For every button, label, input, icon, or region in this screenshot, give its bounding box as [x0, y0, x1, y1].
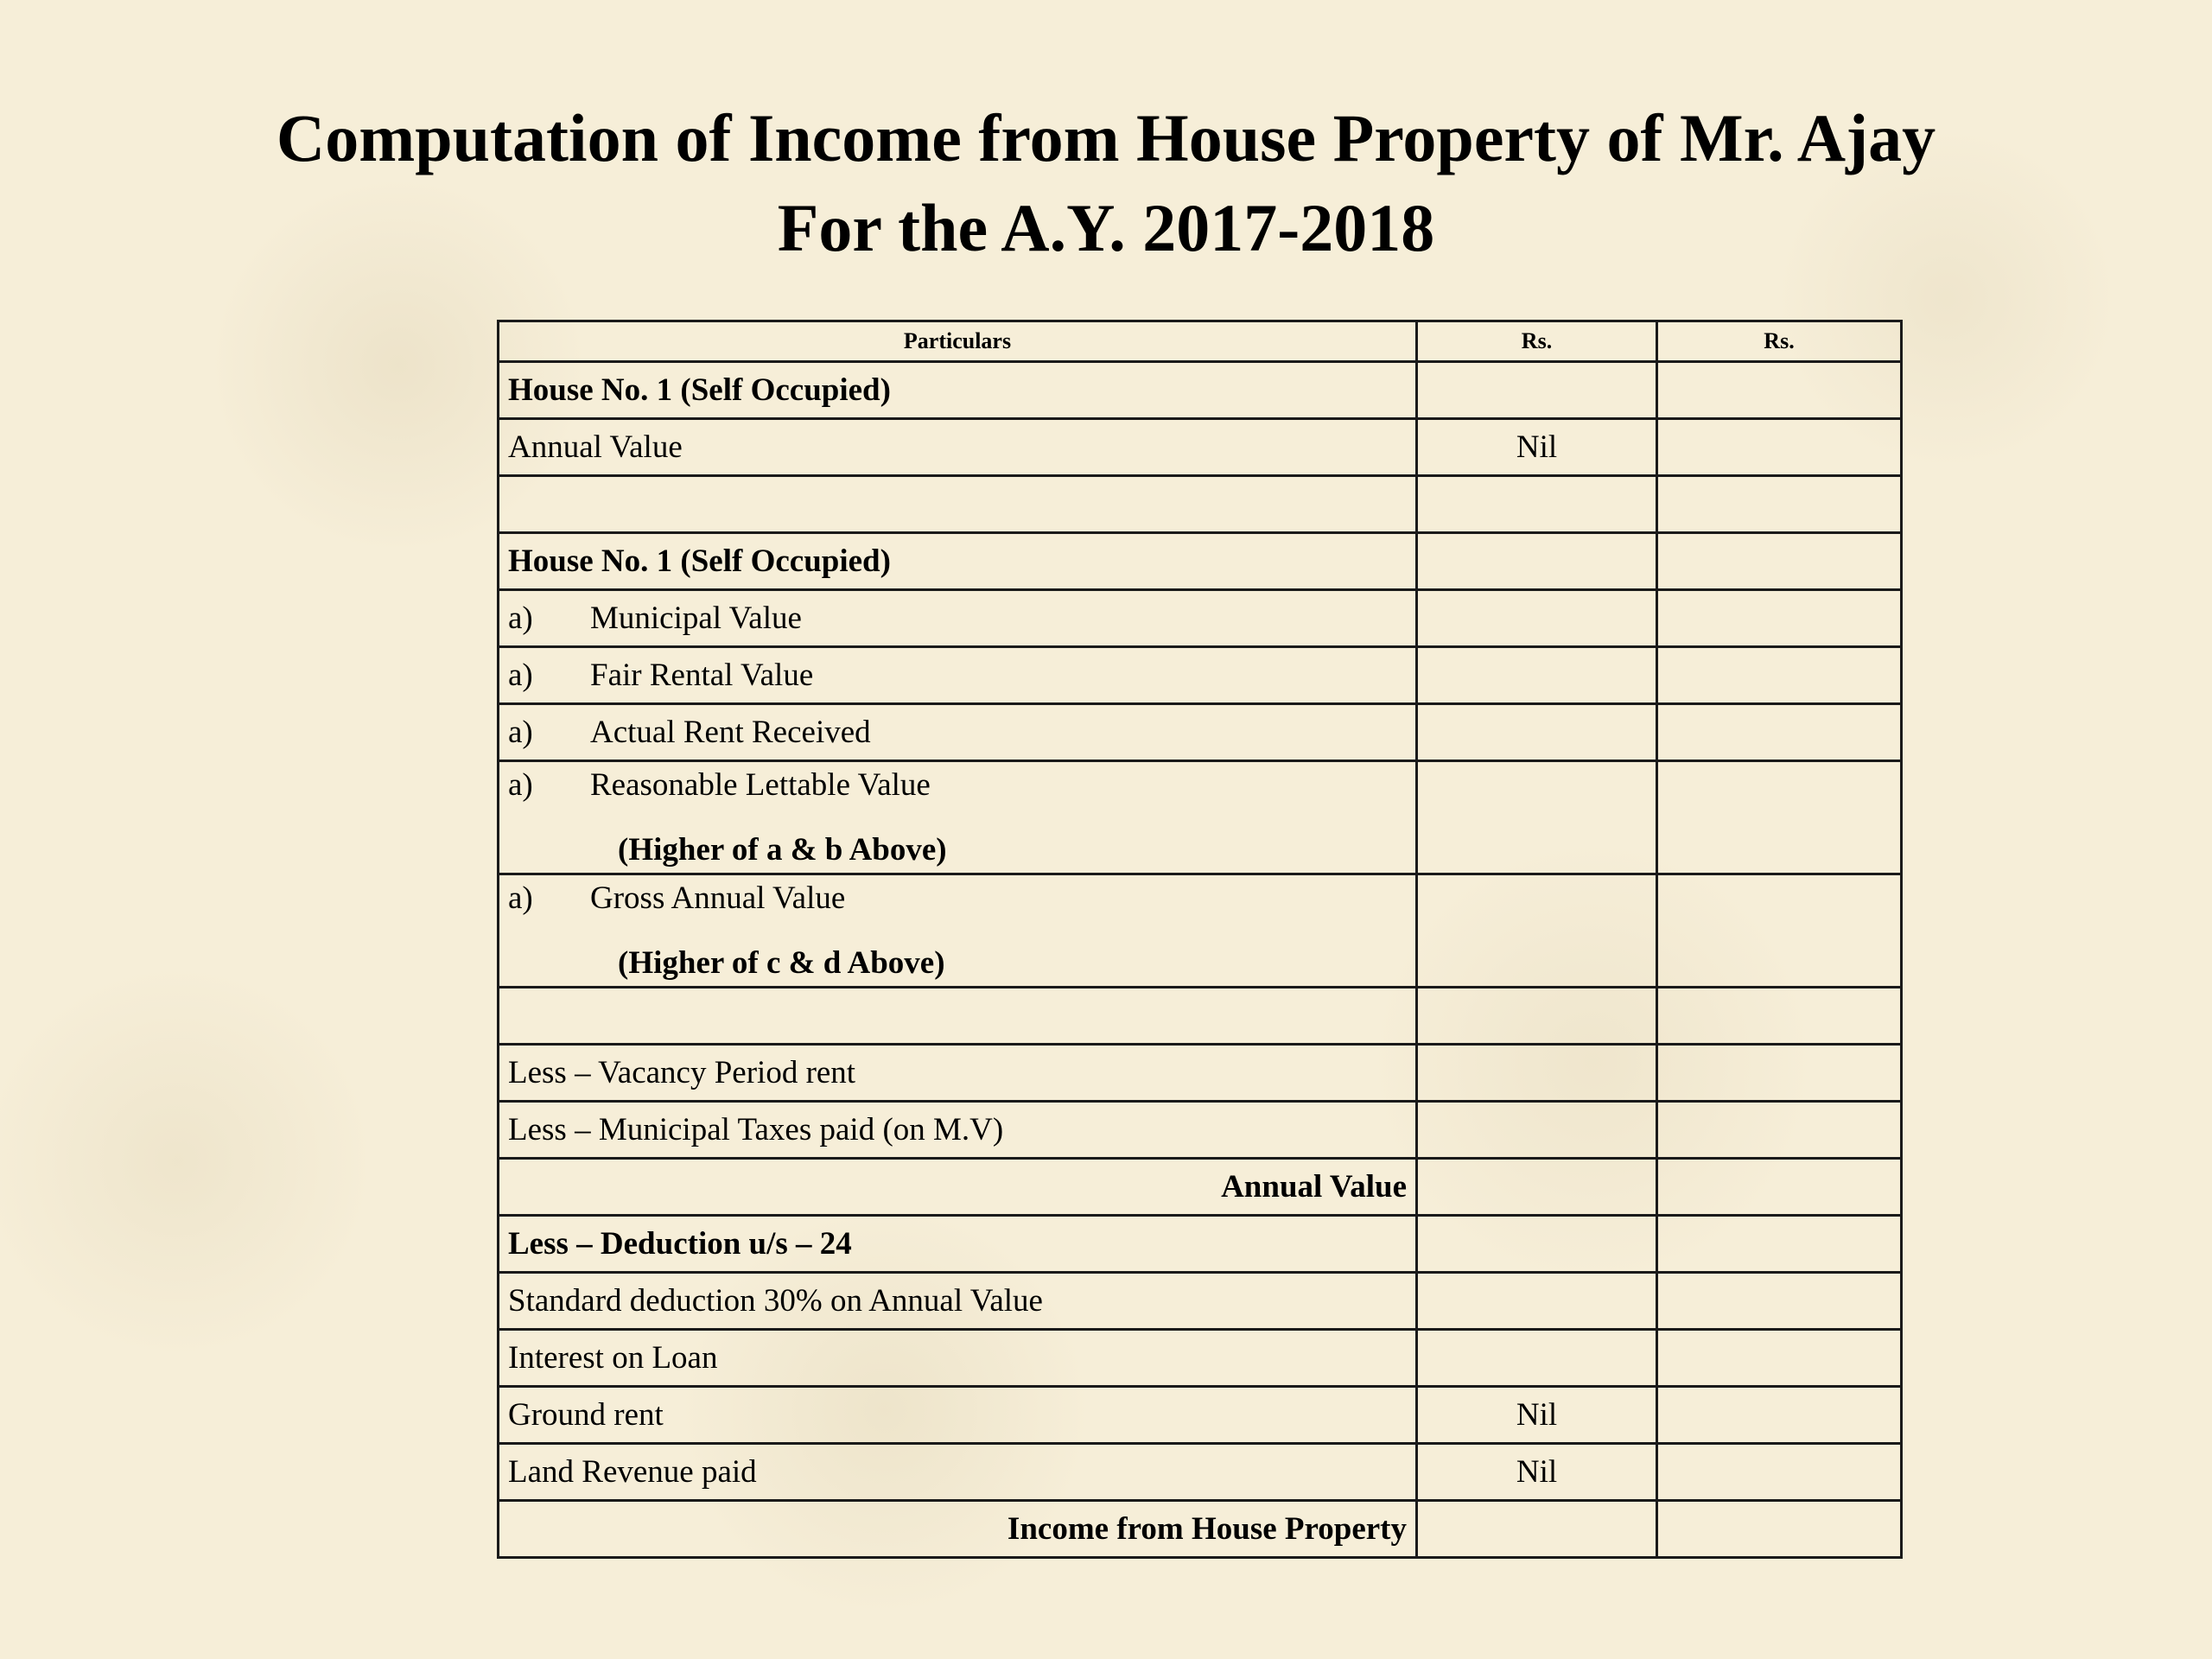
empty-cell	[1417, 647, 1657, 704]
table-row	[499, 647, 1902, 704]
municipal-taxes-paid-label: Less – Municipal Taxes paid (on M.V)	[499, 1102, 1417, 1159]
table-row	[499, 761, 1902, 874]
table-row	[499, 874, 1902, 988]
land-revenue-paid-label: Land Revenue paid	[499, 1444, 1417, 1501]
vacancy-period-rent-label: Less – Vacancy Period rent	[499, 1045, 1417, 1102]
gross-annual-value-cell	[499, 874, 1417, 988]
gross-annual-value-label: Gross Annual Value	[590, 880, 846, 916]
reasonable-lettable-value-note: (Higher of a & b Above)	[618, 832, 947, 868]
table-row	[499, 1444, 1902, 1501]
house-1-heading: House No. 1 (Self Occupied)	[499, 362, 1417, 419]
empty-cell	[1417, 1159, 1657, 1216]
table-row	[499, 1501, 1902, 1558]
item-marker: a)	[508, 880, 533, 916]
empty-cell	[1417, 1045, 1657, 1102]
title-line-2: For the A.Y. 2017-2018	[777, 190, 1435, 265]
empty-cell	[1657, 988, 1902, 1045]
empty-cell	[1657, 1387, 1902, 1444]
item-marker: a)	[508, 715, 533, 750]
empty-cell	[1417, 533, 1657, 590]
annual-value-amount: Nil	[1417, 419, 1657, 476]
header-rs-1: Rs.	[1417, 321, 1657, 362]
empty-cell	[499, 988, 1417, 1045]
empty-cell	[1657, 1444, 1902, 1501]
empty-cell	[1657, 704, 1902, 761]
empty-cell	[1417, 874, 1657, 988]
reasonable-lettable-value-label: Reasonable Lettable Value	[590, 767, 931, 803]
table-header-row	[499, 321, 1902, 362]
empty-cell	[1657, 761, 1902, 874]
empty-cell	[1657, 1273, 1902, 1330]
interest-on-loan-label: Interest on Loan	[499, 1330, 1417, 1387]
land-revenue-paid-amount: Nil	[1417, 1444, 1657, 1501]
empty-cell	[1657, 1501, 1902, 1558]
empty-cell	[1657, 476, 1902, 533]
fair-rental-value-cell	[499, 647, 1417, 704]
header-rs-2: Rs.	[1657, 321, 1902, 362]
ground-rent-label: Ground rent	[499, 1387, 1417, 1444]
empty-cell	[1657, 1330, 1902, 1387]
empty-cell	[1657, 533, 1902, 590]
empty-cell	[1657, 1159, 1902, 1216]
table-row	[499, 1045, 1902, 1102]
empty-cell	[1417, 590, 1657, 647]
empty-cell	[499, 476, 1417, 533]
table-row	[499, 1273, 1902, 1330]
empty-cell	[1417, 1330, 1657, 1387]
table-row	[499, 362, 1902, 419]
page-title	[0, 93, 2212, 273]
house-2-heading: House No. 1 (Self Occupied)	[499, 533, 1417, 590]
title-line-1: Computation of Income from House Property of Mr. Ajay	[276, 100, 1936, 175]
fair-rental-value-label: Fair Rental Value	[590, 658, 814, 693]
empty-cell	[1417, 1216, 1657, 1273]
empty-cell	[1417, 362, 1657, 419]
empty-cell	[1657, 1045, 1902, 1102]
table-row-blank	[499, 988, 1902, 1045]
empty-cell	[1417, 1273, 1657, 1330]
empty-cell	[1417, 476, 1657, 533]
table-row	[499, 419, 1902, 476]
standard-deduction-label: Standard deduction 30% on Annual Value	[499, 1273, 1417, 1330]
computation-table	[497, 320, 1903, 1559]
empty-cell	[1657, 874, 1902, 988]
table-row	[499, 1387, 1902, 1444]
empty-cell	[1417, 761, 1657, 874]
empty-cell	[1417, 1102, 1657, 1159]
table-row	[499, 1216, 1902, 1273]
ground-rent-amount: Nil	[1417, 1387, 1657, 1444]
income-total-label: Income from House Property	[499, 1501, 1417, 1558]
municipal-value-cell	[499, 590, 1417, 647]
empty-cell	[1657, 647, 1902, 704]
item-marker: a)	[508, 767, 533, 803]
item-marker: a)	[508, 601, 533, 636]
empty-cell	[1657, 419, 1902, 476]
table-row-blank	[499, 476, 1902, 533]
actual-rent-received-label: Actual Rent Received	[590, 715, 871, 750]
annual-value-label: Annual Value	[499, 419, 1417, 476]
empty-cell	[1657, 1216, 1902, 1273]
actual-rent-received-cell	[499, 704, 1417, 761]
table-row	[499, 1102, 1902, 1159]
table-row	[499, 704, 1902, 761]
empty-cell	[1657, 590, 1902, 647]
header-particulars: Particulars	[499, 321, 1417, 362]
gross-annual-value-note: (Higher of c & d Above)	[618, 945, 945, 981]
empty-cell	[1417, 1501, 1657, 1558]
empty-cell	[1657, 1102, 1902, 1159]
item-marker: a)	[508, 658, 533, 693]
table-row	[499, 590, 1902, 647]
empty-cell	[1417, 704, 1657, 761]
municipal-value-label: Municipal Value	[590, 601, 802, 636]
annual-value-total-label: Annual Value	[499, 1159, 1417, 1216]
table-row	[499, 1330, 1902, 1387]
deduction-heading: Less – Deduction u/s – 24	[499, 1216, 1417, 1273]
table-row	[499, 1159, 1902, 1216]
empty-cell	[1417, 988, 1657, 1045]
table-row	[499, 533, 1902, 590]
empty-cell	[1657, 362, 1902, 419]
reasonable-lettable-value-cell	[499, 761, 1417, 874]
